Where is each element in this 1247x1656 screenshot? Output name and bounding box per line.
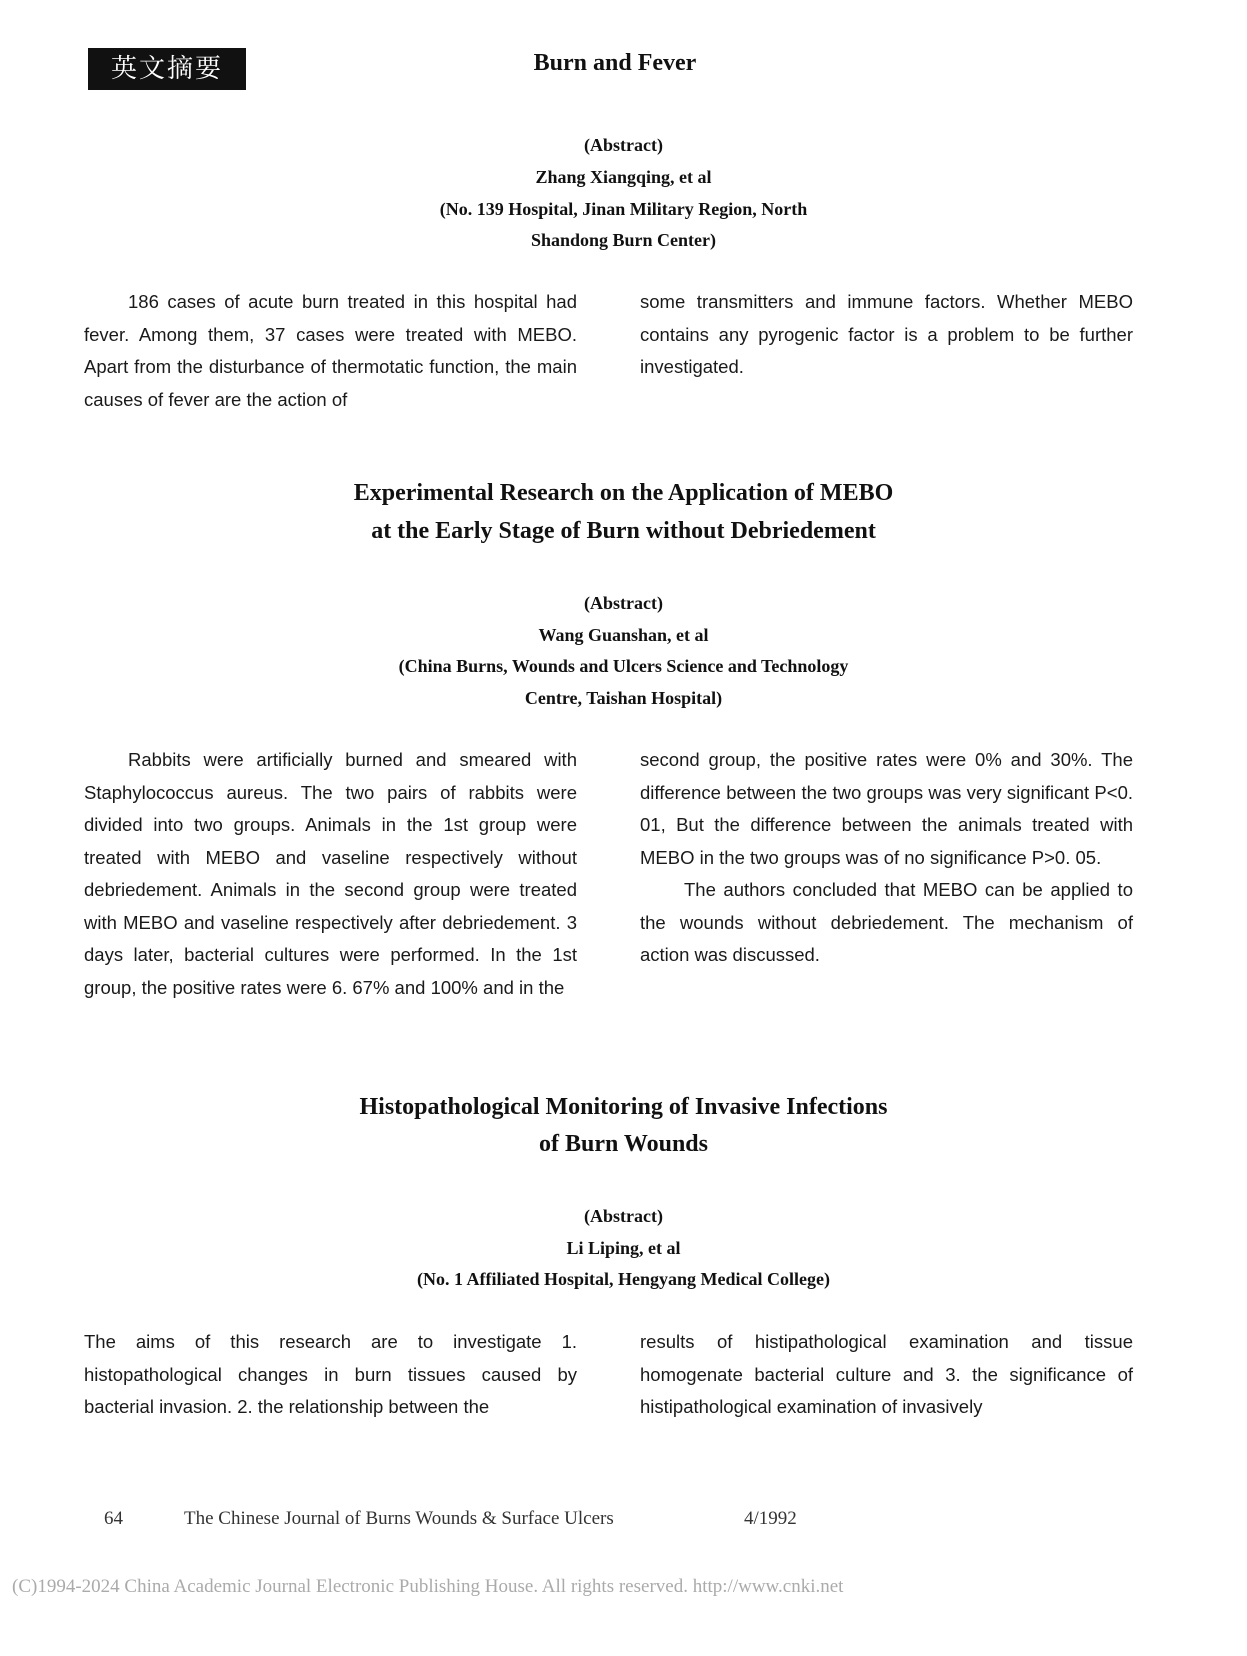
paragraph: Rabbits were artificially burned and smeared with Staphylococcus aureus. The two pairs of rabbits were divided into two groups. Animals in the 1st group were treated with MEBO and vaseline respectively without debriedement. Animals in the second group were treated with MEBO and vaseline respectively after debriedement. 3 days later, bacterial cultures were performed. In the 1st group, the positive rates were 6. 67% and 100% and in the	[84, 749, 577, 998]
issue-number: 4/1992	[744, 1508, 797, 1529]
article-title: Histopathological Monitoring of Invasive Infections	[359, 1094, 888, 1120]
abstract-body-right	[640, 1326, 1133, 1424]
abstract-body-left	[84, 286, 577, 416]
author-line: Wang Guanshan, et al	[538, 625, 709, 645]
abstract-body-left	[84, 1326, 577, 1424]
page-number: 64	[104, 1508, 123, 1529]
journal-name: The Chinese Journal of Burns Wounds & Surface Ulcers	[184, 1508, 614, 1529]
article-title: of Burn Wounds	[539, 1131, 708, 1157]
author-line: Li Liping, et al	[566, 1238, 681, 1258]
abstract-body-left	[84, 744, 577, 1004]
abstract-label: (Abstract)	[584, 135, 663, 155]
paragraph: second group, the positive rates were 0% and 30%. The difference between the two groups was very significant P<0. 01, But the difference between the animals treated with MEBO in the two groups was of no significance P>0. 05.	[640, 749, 1133, 868]
affiliation-line: (No. 139 Hospital, Jinan Military Region, North	[439, 199, 808, 219]
abstract-body-right	[640, 744, 1133, 972]
article-title: at the Early Stage of Burn without Debriedement	[371, 518, 876, 544]
paragraph: 186 cases of acute burn treated in this hospital had fever. Among them, 37 cases were treated with MEBO. Apart from the disturbance of thermotatic function, the main causes of fever are the action of	[84, 291, 577, 410]
section-badge: 英文摘要	[88, 48, 246, 90]
paragraph: The authors concluded that MEBO can be applied to the wounds without debriedement. The mechanism of action was discussed.	[640, 879, 1133, 965]
article-title: Burn and Fever	[533, 50, 697, 76]
affiliation-line: (China Burns, Wounds and Ulcers Science and Technology	[398, 656, 849, 676]
article-title: Experimental Research on the Application of MEBO	[353, 480, 894, 506]
copyright-notice: (C)1994-2024 China Academic Journal Electronic Publishing House. All rights reserved. http://www.cnki.net	[12, 1576, 844, 1597]
paragraph: The aims of this research are to investigate 1. histopathological changes in burn tissues caused by bacterial invasion. 2. the relationship between the	[84, 1331, 577, 1417]
abstract-label: (Abstract)	[584, 1206, 663, 1226]
abstract-label: (Abstract)	[584, 593, 663, 613]
affiliation-line: Centre, Taishan Hospital)	[524, 688, 723, 708]
affiliation-line: (No. 1 Affiliated Hospital, Hengyang Medical College)	[417, 1269, 830, 1289]
affiliation-line: Shandong Burn Center)	[530, 230, 717, 250]
abstract-body-right	[640, 286, 1133, 384]
paragraph: some transmitters and immune factors. Whether MEBO contains any pyrogenic factor is a problem to be further investigated.	[640, 291, 1133, 377]
author-line: Zhang Xiangqing, et al	[535, 167, 712, 187]
paragraph: results of histipathological examination and tissue homogenate bacterial culture and 3. the significance of histipathological examination of invasively	[640, 1331, 1133, 1417]
